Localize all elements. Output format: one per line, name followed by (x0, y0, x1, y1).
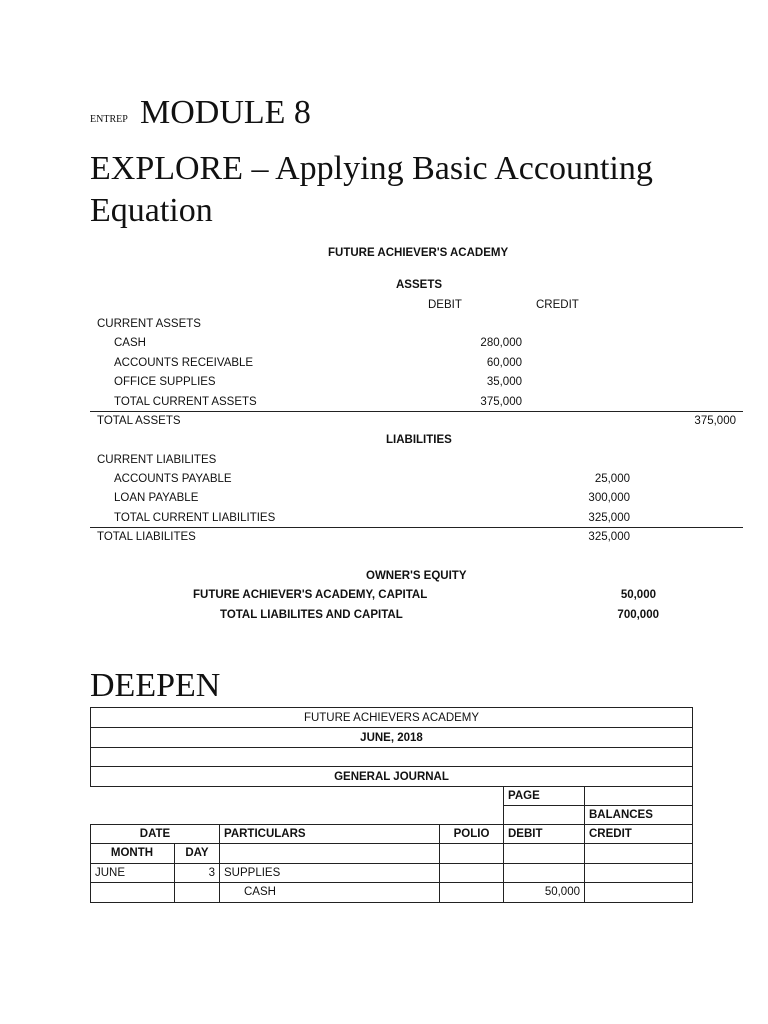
capital-label: FUTURE ACHIEVER'S ACADEMY, CAPITAL (193, 589, 428, 601)
col-date: DATE (139, 828, 171, 840)
asset-row-label: CASH (114, 337, 146, 349)
liabilities-heading: LIABILITIES (386, 434, 452, 446)
liability-row-value: 325,000 (588, 512, 630, 524)
liability-row-value: 300,000 (588, 492, 630, 504)
explore-title-line2: Equation (90, 192, 213, 229)
total-liab-capital-label: TOTAL LIABILITES AND CAPITAL (220, 609, 403, 621)
assets-heading: ASSETS (396, 279, 443, 291)
deepen-title: DEEPEN (90, 667, 221, 704)
row-day (175, 882, 219, 902)
col-day: DAY (185, 847, 209, 859)
equity-heading: OWNER'S EQUITY (366, 570, 467, 582)
total-assets-label: TOTAL ASSETS (97, 415, 181, 427)
journal-title: GENERAL JOURNAL (334, 770, 449, 783)
statement-company: FUTURE ACHIEVER'S ACADEMY (328, 247, 509, 259)
total-liab-capital-value: 700,000 (617, 609, 659, 621)
asset-row-label: ACCOUNTS RECEIVABLE (114, 357, 254, 369)
credit-header: CREDIT (536, 299, 579, 311)
col-month: MONTH (110, 847, 154, 859)
divider (90, 527, 743, 528)
asset-row-label: TOTAL CURRENT ASSETS (114, 396, 257, 408)
total-liabilities-label: TOTAL LIABILITES (97, 531, 196, 543)
asset-row-label: OFFICE SUPPLIES (114, 376, 216, 388)
col-particulars: PARTICULARS (224, 828, 306, 840)
total-assets-value: 375,000 (694, 415, 736, 427)
current-assets-label: CURRENT ASSETS (97, 318, 201, 330)
journal-period: JUNE, 2018 (360, 731, 423, 744)
subject-label: ENTREP (90, 114, 128, 125)
asset-row-value: 280,000 (480, 337, 522, 349)
capital-value: 50,000 (620, 589, 656, 601)
current-liabilities-label: CURRENT LIABILITES (97, 454, 217, 466)
debit-header: DEBIT (428, 299, 462, 311)
row-debit: 50,000 (544, 886, 580, 898)
row-month: JUNE (95, 867, 126, 879)
asset-row-value: 375,000 (480, 396, 522, 408)
divider (90, 411, 743, 412)
row-month (91, 882, 174, 902)
balances-label: BALANCES (589, 809, 653, 821)
total-liabilities-value: 325,000 (588, 531, 630, 543)
liability-row-value: 25,000 (594, 473, 630, 485)
page-label: PAGE (508, 790, 540, 802)
liability-row-label: ACCOUNTS PAYABLE (114, 473, 232, 485)
page-value-cell[interactable] (585, 786, 692, 806)
module-title: MODULE 8 (140, 94, 311, 131)
col-credit: CREDIT (589, 828, 632, 840)
row-particulars: CASH (244, 886, 276, 898)
col-polio: POLIO (453, 828, 490, 840)
row-debit (504, 863, 584, 883)
row-day: 3 (208, 867, 215, 879)
liability-row-label: LOAN PAYABLE (114, 492, 199, 504)
journal-company: FUTURE ACHIEVERS ACADEMY (303, 711, 480, 724)
row-particulars: SUPPLIES (224, 867, 281, 879)
col-debit: DEBIT (508, 828, 543, 840)
liability-row-label: TOTAL CURRENT LIABILITIES (114, 512, 276, 524)
explore-title-line1: EXPLORE – Applying Basic Accounting (90, 150, 653, 187)
asset-row-value: 35,000 (486, 376, 522, 388)
asset-row-value: 60,000 (486, 357, 522, 369)
